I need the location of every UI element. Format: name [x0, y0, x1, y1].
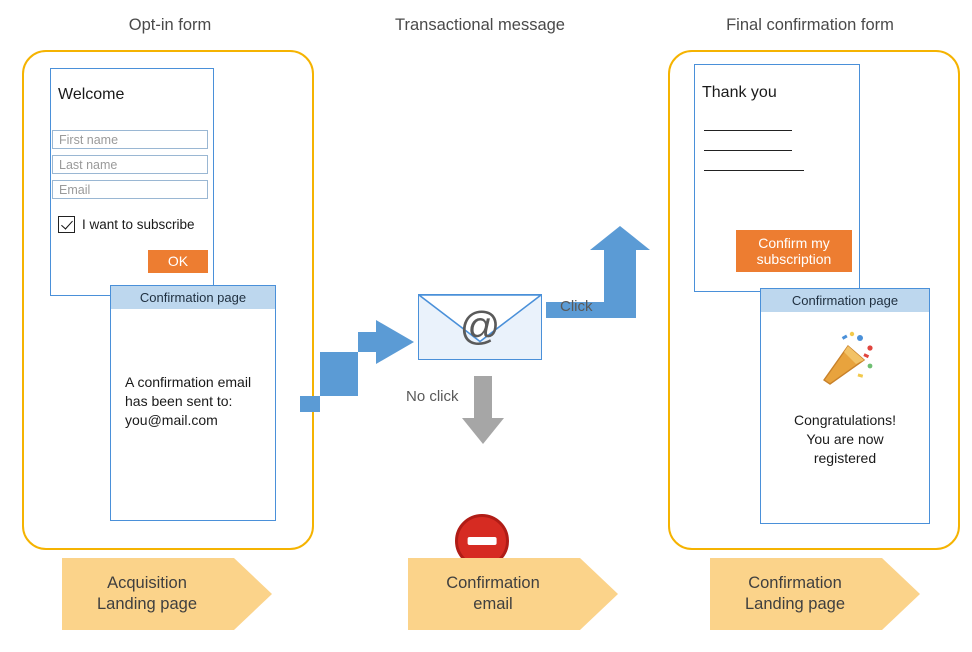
arrow-optin-to-email — [296, 300, 436, 430]
banner-landing-line-2: Landing page — [744, 595, 845, 613]
thankyou-rule-2 — [704, 150, 792, 151]
final-form-title: Thank you — [702, 84, 777, 101]
party-popper-icon — [814, 330, 876, 386]
banner-email-line-2: email — [473, 595, 513, 613]
heading-transactional-message: Transactional message — [395, 16, 565, 34]
optin-form-title: Welcome — [58, 86, 125, 103]
confirmation-1-line-2: has been sent to: — [125, 392, 233, 409]
click-label: Click — [560, 298, 593, 315]
subscribe-checkbox-row[interactable] — [58, 216, 195, 233]
confirmation-page-1-header: Confirmation page — [110, 285, 276, 309]
heading-final-confirmation-form: Final confirmation form — [726, 16, 894, 34]
confirmation-2-line-2: You are now — [806, 430, 884, 447]
first-name-input[interactable]: First name — [52, 130, 208, 149]
envelope-at-glyph: @ — [459, 304, 501, 349]
confirm-subscription-button[interactable] — [736, 230, 852, 272]
thankyou-rule-3 — [704, 170, 804, 171]
checkbox-checked-icon[interactable] — [58, 216, 75, 233]
arrow-no-click-down — [460, 376, 506, 446]
confirmation-page-1-body — [110, 309, 276, 521]
envelope-icon — [418, 294, 542, 360]
confirm-button-line-2: subscription — [756, 251, 832, 267]
heading-optin-form: Opt-in form — [128, 16, 212, 34]
confirmation-1-line-1: A confirmation email — [125, 374, 252, 390]
confirmation-2-line-1: Congratulations! — [794, 411, 896, 428]
no-click-label: No click — [406, 388, 459, 405]
banner-acquisition-line-1: Acquisition — [107, 573, 187, 592]
banner-acquisition — [62, 558, 272, 630]
banner-confirmation-landing — [710, 558, 920, 630]
banner-landing-line-1: Confirmation — [748, 573, 842, 592]
email-input[interactable]: Email — [52, 180, 208, 199]
confirmation-2-line-3: registered — [813, 449, 877, 466]
confirmation-page-2-body — [760, 312, 930, 524]
subscribe-checkbox-label: I want to subscribe — [82, 217, 195, 232]
confirmation-1-line-3: you@mail.com — [125, 411, 218, 428]
banner-confirmation-email — [408, 558, 618, 630]
ok-button[interactable]: OK — [148, 250, 208, 273]
banner-email-line-1: Confirmation — [446, 573, 540, 592]
confirm-button-line-1: Confirm my — [758, 234, 830, 251]
confirmation-page-2-header: Confirmation page — [760, 288, 930, 312]
banner-acquisition-line-2: Landing page — [96, 595, 197, 613]
arrow-click-to-final-shape — [546, 222, 672, 332]
last-name-input[interactable]: Last name — [52, 155, 208, 174]
thankyou-rule-1 — [704, 130, 792, 131]
